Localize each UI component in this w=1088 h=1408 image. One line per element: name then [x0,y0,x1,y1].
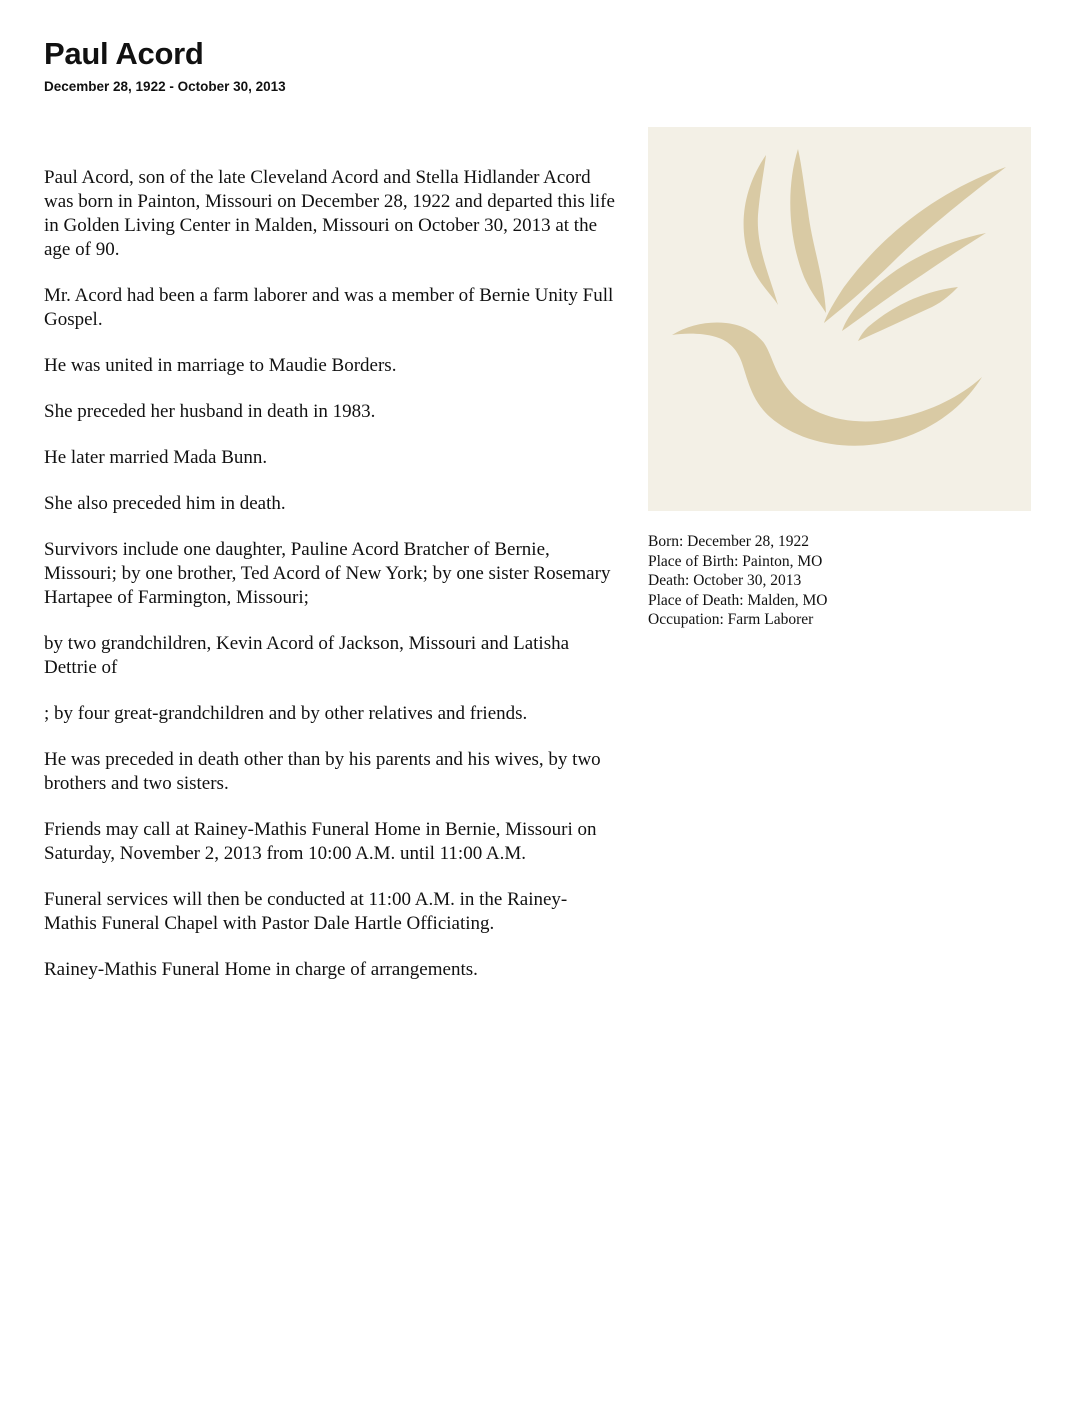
fact-occupation: Occupation: Farm Laborer [648,611,814,628]
paragraph-first-wife-death: She preceded her husband in death in 1983. [44,401,376,422]
dove-icon [648,127,1031,511]
paragraph-preceded: He was preceded in death other than by his parents and his wives, by two brothers and two sisters. [44,749,601,794]
obituary-header [44,36,684,96]
obituary-body [44,166,616,1004]
fact-death: Death: October 30, 2013 [648,572,802,589]
paragraph-great-grandchildren: ; by four great-grandchildren and by other relatives and friends. [44,703,528,724]
paragraph-services: Funeral services will then be conducted at 11:00 A.M. in the Rainey-Mathis Funeral Chapel with Pastor Dale Hartle Officiating. [44,889,568,934]
paragraph-first-marriage: He was united in marriage to Maudie Borders. [44,355,397,376]
paragraph-visitation: Friends may call at Rainey-Mathis Funeral Home in Bernie, Missouri on Saturday, November 2, 2013 from 10:00 A.M. until 11:00 A.M. [44,819,597,864]
life-dates: December 28, 1922 - October 30, 2013 [44,79,286,94]
fact-place-of-birth: Place of Birth: Painton, MO [648,552,823,570]
fact-born: Born: December 28, 1922 [648,533,809,550]
vital-facts [648,532,1048,630]
paragraph-second-marriage: He later married Mada Bunn. [44,447,268,468]
paragraph-birth-death: Paul Acord, son of the late Cleveland Acord and Stella Hidlander Acord was born in Painton, Missouri on December 28, 1922 and departed this life in Golden Living Center in Malden, Missouri on October 30, 2013 at the age of 90. [44,167,615,260]
fact-place-of-death: Place of Death: Malden, MO [648,591,828,609]
memorial-photo [648,127,1031,511]
paragraph-survivors: Survivors include one daughter, Pauline Acord Bratcher of Bernie, Missouri; by one brother, Ted Acord of New York; by one sister Rosemary Hartapee of Farmington, Missouri; [44,539,611,608]
paragraph-arrangements: Rainey-Mathis Funeral Home in charge of arrangements. [44,959,478,980]
deceased-name: Paul Acord [44,36,204,71]
paragraph-grandchildren: by two grandchildren, Kevin Acord of Jackson, Missouri and Latisha Dettrie of [44,633,570,678]
paragraph-occupation: Mr. Acord had been a farm laborer and was a member of Bernie Unity Full Gospel. [44,285,614,330]
paragraph-second-wife-death: She also preceded him in death. [44,493,286,514]
